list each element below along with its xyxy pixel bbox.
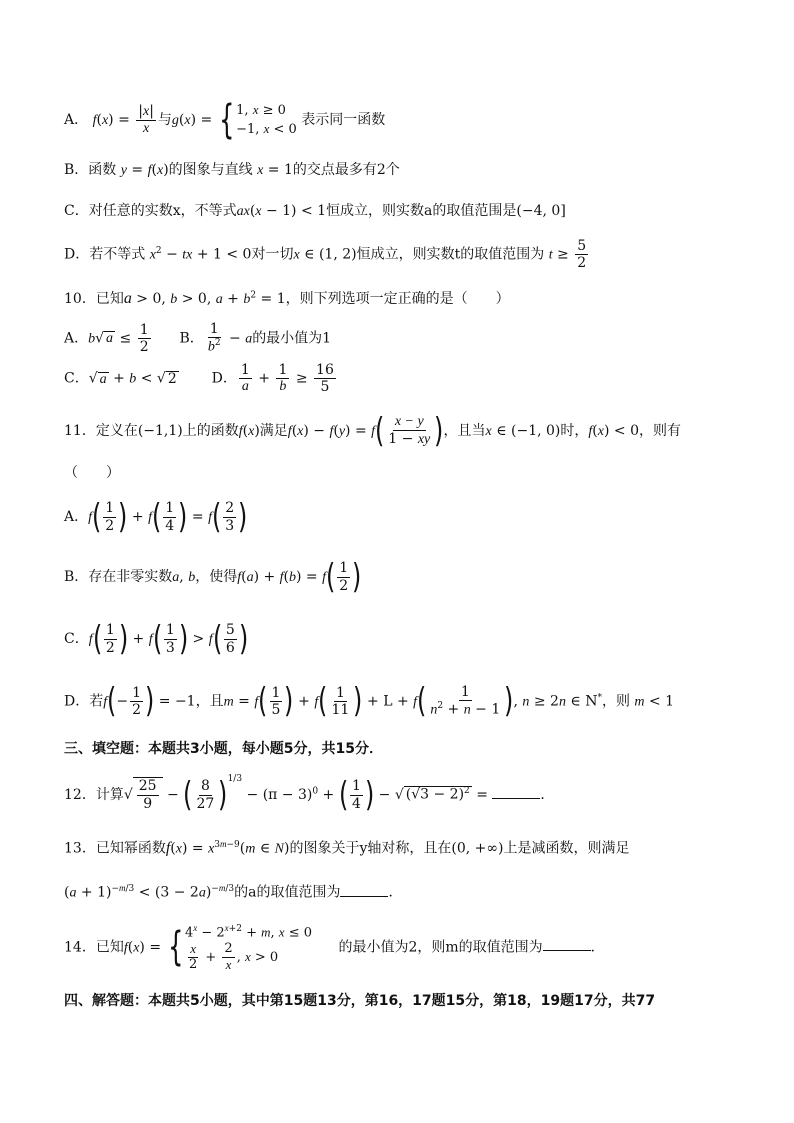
q9-option-c: C．对任意的实数x，不等式ax(x − 1) < 1恒成立，则实数a的取值范围是(−4, 0] (64, 203, 566, 219)
q13-line2: $(a + 1)^{-m/3} < (3 - 2a)^{-m/3}$的a的取值范围为 ． (64, 883, 403, 901)
q10-options-ab: A．b√ a ≤ $\frac{1}{2}$ B． $\frac{1}{b^2}$ − a的最小值为1 (64, 321, 332, 355)
q11-option-b: B．存在非零实数a, b，使得f(a) + f(b) = f( $\frac{1}{2}$ ) (64, 557, 362, 597)
section-4-heading: 四、解答题：本题共5小题，其中第15题13分，第16，17题15分，第18，19题17分，共77 (64, 993, 656, 1009)
q9-option-b: B．函数 y = f(x)的图象与直线 x = 1的交点最多有2个 (64, 162, 400, 178)
q11-option-d: D．若f(− $\frac{1}{2}$ ) = −1，且m = f( $\frac{1}{5}$ ) + f( $\frac{1}{11}$ ) + L + f( $\frac{1}{n^2 + n - 1}$ ), n ≥ 2n ∈ N*，则 m < 1 (64, 681, 675, 722)
q12: 12．计算√ $\frac{25}{9}$ − ( $\frac{8}{27}$ )$^{1/3} - (\pi - 3)^0$ + ( $\frac{1}{4}$ ) − √ $(√3 - 2)^2$ = ． (64, 774, 555, 815)
q11-option-a: A．f( $\frac{1}{2}$ ) + f( $\frac{1}{4}$ ) = f( $\frac{2}{3}$ ) (64, 497, 248, 537)
q11-paren: （ ） (64, 465, 120, 481)
section-3-heading: 三、填空题：本题共3小题，每小题5分，共15分． (64, 741, 383, 757)
q14: 14．已知f(x) = { $4^x - 2^{x+2} + m$, x ≤ 0 $\frac{x}{2}$ + $\frac{2}{x}$ , x > 0 的最小值为2，则m的取值范围为 ． (64, 923, 605, 972)
q11-option-c: C．f( $\frac{1}{2}$ ) + f( $\frac{1}{3}$ ) > f( $\frac{5}{6}$ ) (64, 619, 249, 659)
q11-stem: 11．定义在(−1,1)上的函数f(x)满足f(x) − f(y) = f( $\frac{x - y}{1 - xy}$ )，且当x ∈ (−1, 0)时，f(x) < 0，则有 (64, 411, 681, 452)
q9-option-d: D．若不等式 $x^2$ − tx + 1 < 0对一切x ∈ (1, 2)恒成立，则实数t的取值范围为 t ≥ $\frac{5}{2}$ (64, 238, 587, 272)
q9-option-a: A． f(x) = $\frac{|x|}{x}$ 与g(x) = { 1, x ≥ 0 −1, x < 0 表示同一函数 (64, 97, 386, 143)
q10-stem: 10．已知a > 0, b > 0, $a + b^2 = 1$，则下列选项一定正确的是（ ） (64, 290, 510, 307)
q13-line1: 13．已知幂函数$f(x) = x^{3m-9}(m$ ∈ N)的图象关于y轴对称，且在(0, +∞)上是减函数，则满足 (64, 839, 630, 857)
q10-options-cd: C．√ a + b < √ 2 D． $\frac{1}{a}$ + $\frac{1}{b}$ ≥ $\frac{16}{5}$ (64, 362, 334, 396)
